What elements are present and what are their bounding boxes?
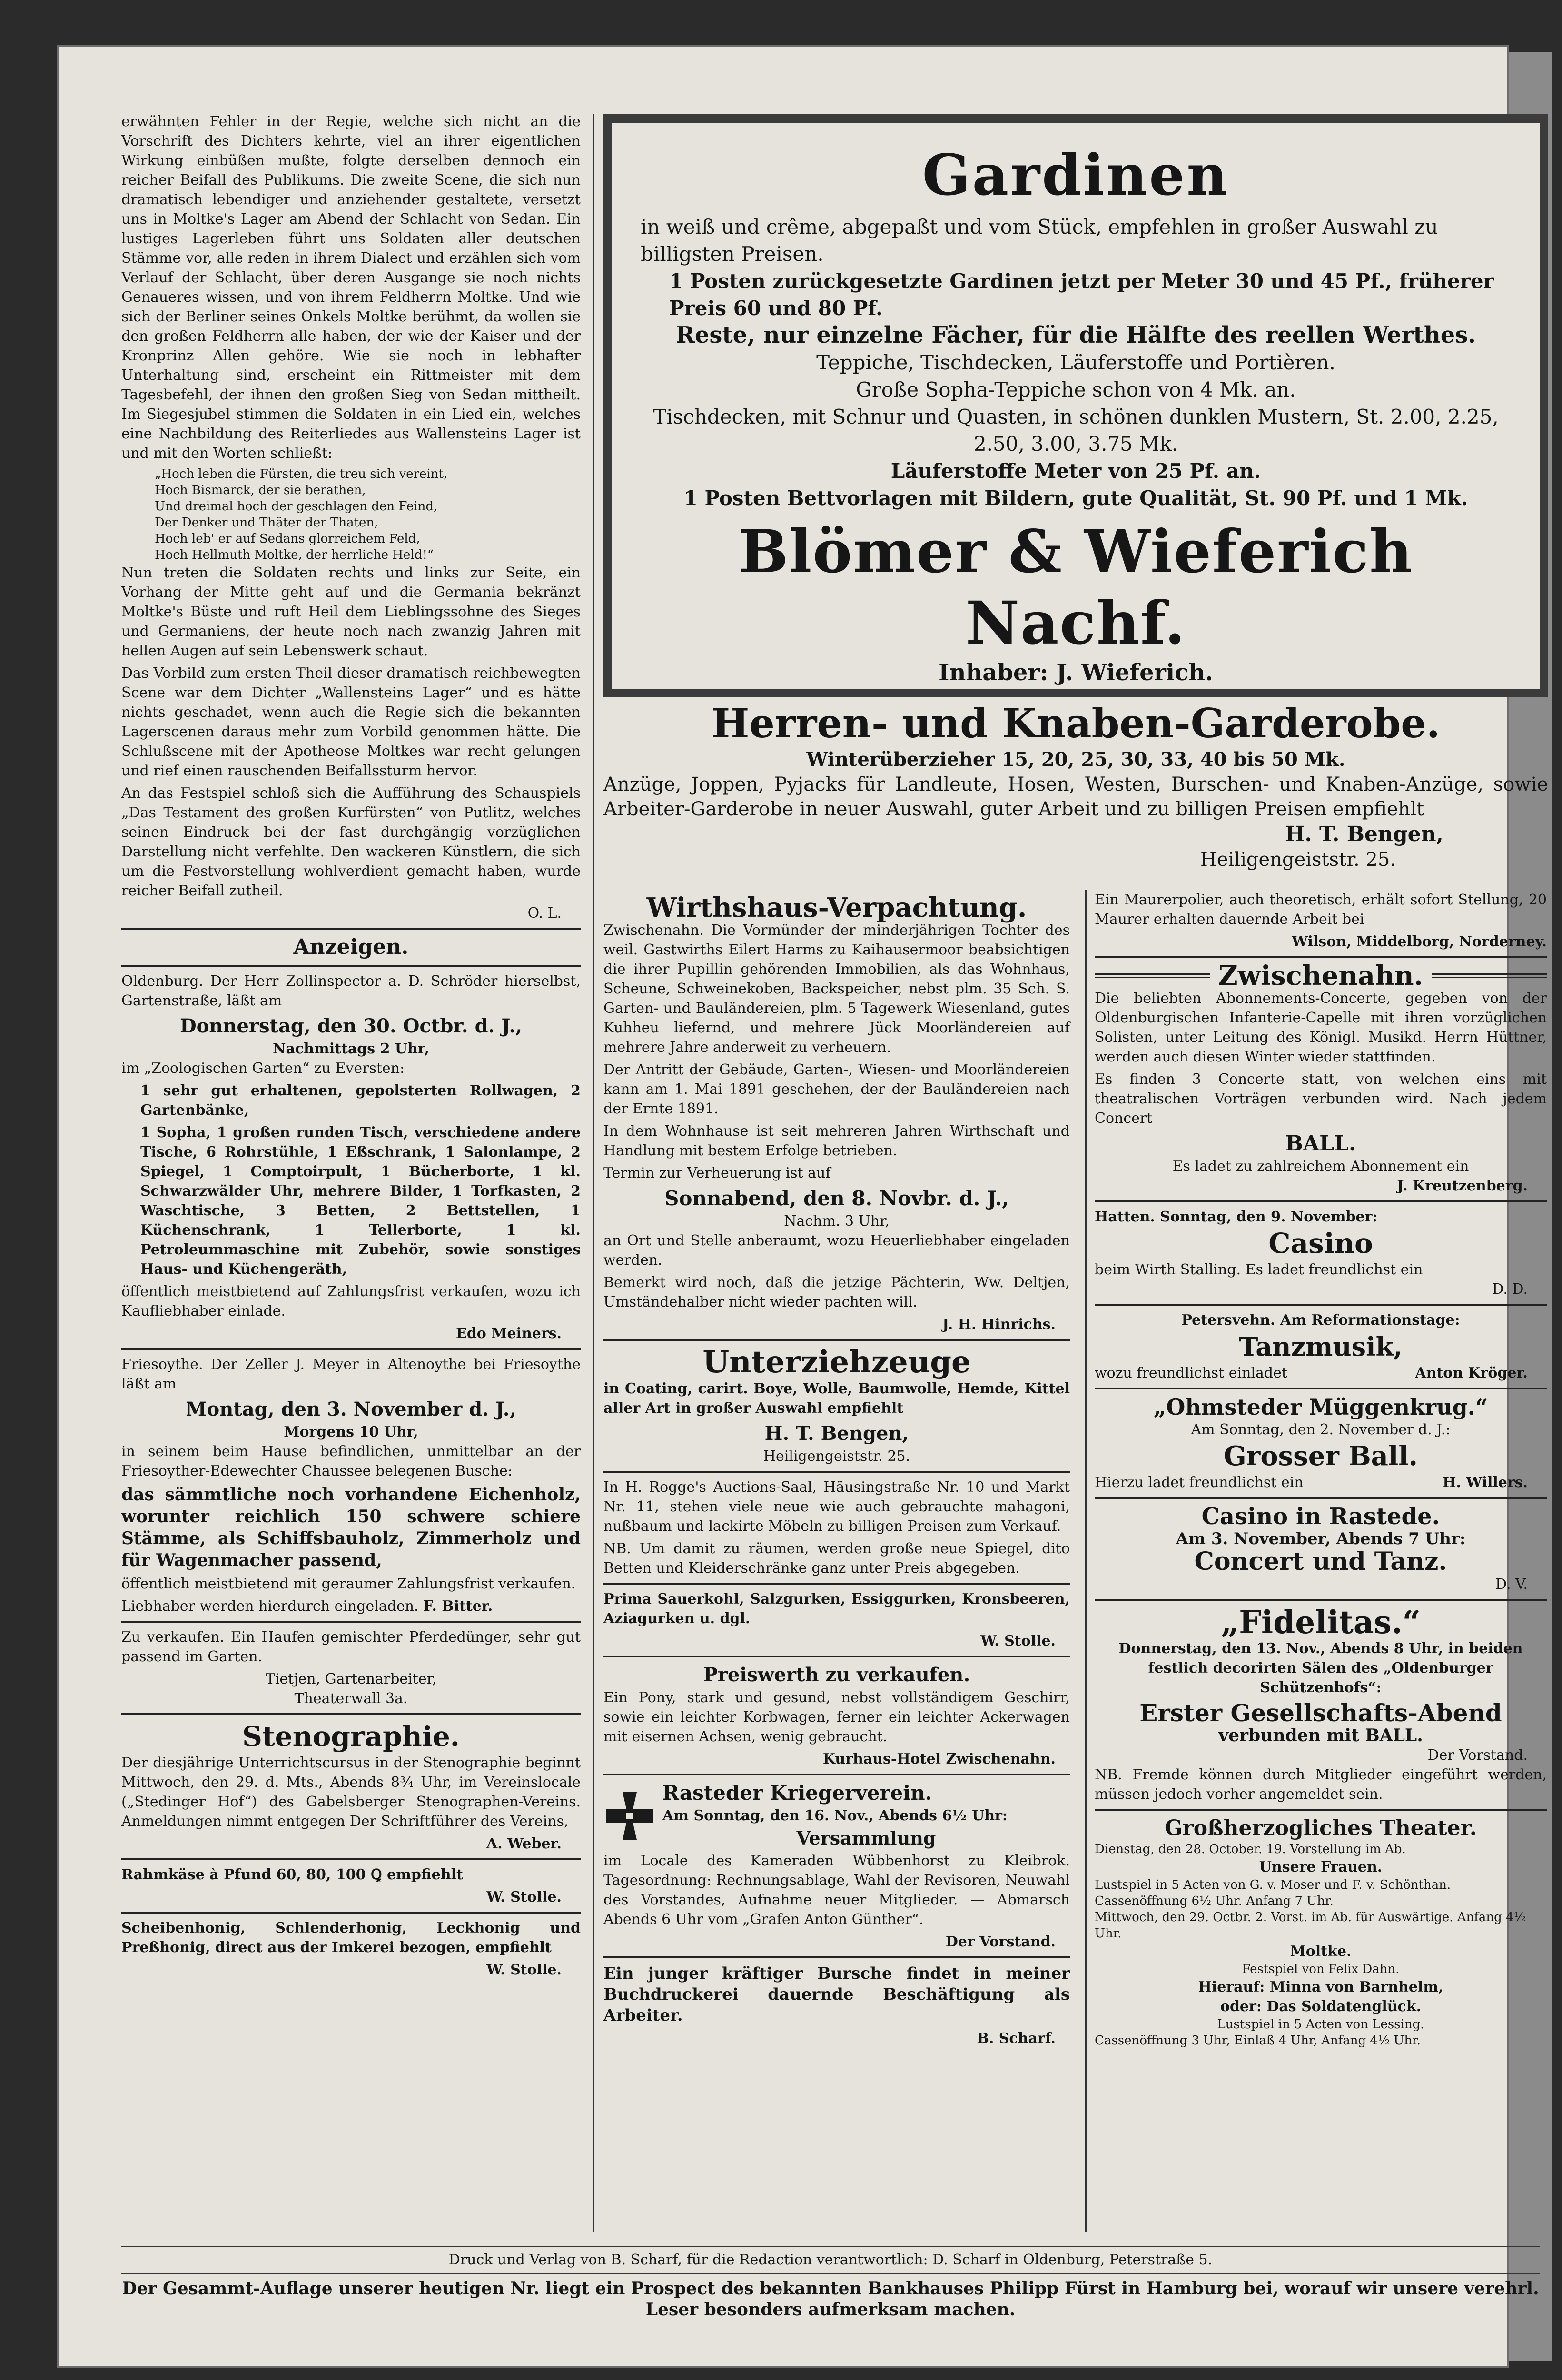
column-right [1095, 890, 1547, 2049]
gardinen-line: Tischdecken, mit Schnur und Quasten, in schönen dunklen Mustern, St. 2.00, 2.25, 2.50, 3.00, 3.75 Mk. [653, 405, 1499, 456]
krieger-subline: Am Sonntag, den 16. Nov., Abends 6½ Uhr: [662, 1807, 1008, 1824]
gardinen-line: Läuferstoffe Meter von 25 Pf. an. [890, 459, 1261, 483]
iron-cross-icon [603, 1790, 656, 1842]
poem-line: Hoch Hellmuth Moltke, der herrliche Held!“ [155, 548, 434, 562]
gardinen-line: Große Sopha-Teppiche schon von 4 Mk. an. [856, 378, 1296, 401]
steno-heading: Stenographie. [242, 1720, 460, 1753]
sauer-text: Prima Sauerkohl, Salzgurken, Essiggurken, Kronsbeeren, Aziagurken u. dgl. [603, 1591, 1070, 1627]
krieger-signature: Der Vorstand. [945, 1934, 1056, 1950]
ad-signature: Tietjen, Gartenarbeiter, [265, 1671, 437, 1687]
ad-text: Liebhaber werden hierdurch eingeladen. [121, 1598, 419, 1615]
fid-note: NB. Fremde können durch Mitglieder eingeführt werden, müssen jedoch vorher angemeldet sein. [1095, 1766, 1547, 1803]
krieger-text: im Locale des Kameraden Wübbenhorst zu Kleibrok. Tagesordnung: Rechnungsablage, Wahl der Revisoren, Neuwahl des Vorstandes, Aufnahme neuer Mitglieder. — Abmarsch Abends 6 Uhr vom „Grafen Anton Günther“. [603, 1853, 1070, 1928]
fid-heading: „Fidelitas.“ [1221, 1604, 1421, 1641]
ohm-heading: „Ohmsteder Müggenkrug.“ [1153, 1394, 1488, 1420]
gardinen-owner: Inhaber: J. Wieferich. [939, 659, 1213, 686]
ad-text: öffentlich meistbietend mit geraumer Zahlungsfrist verkaufen. [121, 1576, 576, 1592]
wirths-text: an Ort und Stelle anberaumt, wozu Heuerliebhaber eingeladen werden. [603, 1232, 1070, 1269]
ohm-text: Hierzu ladet freundlichst ein [1095, 1474, 1304, 1491]
footer [121, 2242, 1540, 2320]
wirths-text: Der Antritt der Gebäude, Garten-, Wiesen- und Moorländereien kann am 1. Mai 1891 geschehen, der der Bauländereien nach der Ernte 1891. [603, 1061, 1070, 1117]
ad-items: das sämmtliche noch vorhandene Eichenholz, worunter reichlich 150 schwere schiere Stämme, als Schiffsbauholz, Zimmerholz und für Wagenmacher passend, [121, 1485, 581, 1570]
supplement-notice: Der Gesammt-Auflage unserer heutigen Nr. liegt ein Prospect des bekannten Bankhauses Philipp Fürst in Hamburg bei, worauf wir unsere verehrl. Leser besonders aufmerksam machen. [122, 2279, 1539, 2320]
maurer-text: Ein Maurerpolier, auch theoretisch, erhält sofort Stellung, 20 Maurer erhalten dauernde Arbeit bei [1095, 892, 1547, 928]
ohm-row [1095, 1473, 1547, 1492]
krieger-heading: Rasteder Kriegerverein. [662, 1781, 932, 1805]
bursche-signature: B. Scharf. [977, 2030, 1056, 2047]
ad-text: Friesoythe. Der Zeller J. Meyer in Altenoythe bei Friesoythe läßt am [121, 1356, 581, 1392]
theater-heading: Großherzogliches Theater. [1164, 1816, 1477, 1840]
ad-date: Montag, den 3. November d. J., [186, 1398, 516, 1420]
column-rule-right [1085, 890, 1087, 2232]
gardinen-line: 1 Posten zurückgesetzte Gardinen jetzt per Meter 30 und 45 Pf., früherer Preis 60 und 80 Pf. [669, 269, 1494, 320]
ad-text: in seinem beim Hause befindlichen, unmittelbar an der Friesoyther-Edewechter Chaussee belegenen Busche: [121, 1443, 581, 1479]
ad-address: Theaterwall 3a. [294, 1690, 408, 1707]
imprint: Druck und Verlag von B. Scharf, für die Redaction verantwortlich: D. Scharf in Oldenburg, Peterstraße 5. [448, 2251, 1213, 2268]
zw-header [1095, 960, 1547, 992]
poem-line: Und dreimal hoch der geschlagen den Feind, [155, 499, 438, 514]
rast-heading: Casino in Rastede. [1201, 1503, 1440, 1530]
tanz-heading: Tanzmusik, [1239, 1331, 1403, 1362]
fid-event: Erster Gesellschafts-Abend [1139, 1699, 1502, 1727]
ad-text: Oldenburg. Der Herr Zollinspector a. D. Schröder hierselbst, Gartenstraße, läßt am [121, 973, 581, 1009]
ad-time: Morgens 10 Uhr, [284, 1424, 418, 1440]
preis-signature: Kurhaus-Hotel Zwischenahn. [822, 1751, 1056, 1767]
wirths-text: Zwischenahn. Die Vormünder der minderjährigen Tochter des weil. Gastwirths Eilert Harms zu Kaihausermoor beabsichtigen die ihrer Pupillin gehörenden Immobilien, als das Wohnhaus, Scheune, Schweinekoben, Backspeicher, nebst plm. 35 Sch. S. Garten- und Bauländereien, plm. 5 Tagewerk Wiesenland, gutes Kuhheu liefernd, und mehrere Jück Moorländereien auf mehrere Jahre anderweit zu verheuern. [603, 922, 1070, 1056]
ornament-left [1095, 973, 1210, 978]
gardinen-line: Reste, nur einzelne Fächer, für die Hälfte des reellen Werthes. [675, 322, 1476, 348]
krieger-header [603, 1780, 1070, 1851]
ad-text-sign-row [121, 1597, 581, 1616]
maurer-signature: Wilson, Middelborg, Norderney. [1292, 933, 1547, 950]
gardinen-title: Gardinen [922, 142, 1230, 208]
ad-text: Rahmkäse à Pfund 60, 80, 100 Ꝗ empfiehlt [121, 1866, 463, 1883]
poem [121, 466, 581, 563]
story-signature: O. L. [527, 905, 562, 922]
anzeigen-heading: Anzeigen. [293, 935, 409, 959]
gardinen-ad [603, 114, 1548, 697]
herren-ad [603, 700, 1548, 872]
column-middle [603, 892, 1070, 2048]
ad-text: Scheibenhonig, Schlenderhonig, Leckhonig und Preßhonig, direct aus der Imkerei bezogen, empfiehlt [121, 1920, 581, 1956]
bursche-text: Ein junger kräftiger Bursche findet in meiner Buchdruckerei dauernde Beschäftigung als Arbeiter. [603, 1964, 1070, 2025]
ad-signature: Edo Meiners. [455, 1325, 562, 1342]
ad-signature: W. Stolle. [486, 1962, 562, 1978]
column-left [121, 112, 581, 1980]
casino-text: beim Wirth Stalling. Es ladet freundlichst ein [1095, 1261, 1423, 1278]
rast-event: Concert und Tanz. [1194, 1547, 1447, 1576]
ornament-right [1432, 973, 1547, 978]
herren-title: Herren- und Knaben-Garderobe. [712, 700, 1440, 747]
zw-heading: Zwischenahn. [1218, 960, 1424, 992]
ohm-date: Am Sonntag, den 2. November d. J.: [1191, 1421, 1451, 1438]
ad-time: Nachmittags 2 Uhr, [273, 1041, 429, 1057]
unter-text: in Coating, carirt. Boye, Wolle, Baumwolle, Hemde, Kittel aller Art in großer Auswahl empfiehlt [603, 1380, 1070, 1417]
wirths-text: Termin zur Verheuerung ist auf [603, 1165, 831, 1181]
gardinen-line: 1 Posten Bettvorlagen mit Bildern, gute Qualität, St. 90 Pf. und 1 Mk. [683, 486, 1468, 510]
theater-line: Cassenöffnung 6½ Uhr. Anfang 7 Uhr. [1095, 1894, 1334, 1908]
poem-line: Der Denker und Thäter der Thaten, [155, 516, 378, 530]
herren-address: Heiligengeiststr. 25. [1200, 849, 1396, 871]
wirths-text: Bemerkt wird noch, daß die jetzige Pächterin, Ww. Deltjen, Umständehalber nicht wieder pachten will. [603, 1274, 1070, 1310]
rogge-note: NB. Um damit zu räumen, werden große neue Spiegel, dito Betten und Kleiderschränke ganz unter Preis abgegeben. [603, 1540, 1070, 1577]
casino-signature: D. D. [1492, 1281, 1528, 1298]
theater-line: Lustspiel in 5 Acten von Lessing. [1217, 2017, 1424, 2032]
sauer-signature: W. Stolle. [980, 1633, 1056, 1649]
ad-date: Donnerstag, den 30. Octbr. d. J., [179, 1015, 523, 1037]
casino-heading: Casino [1268, 1227, 1373, 1259]
hatten-line: Hatten. Sonntag, den 9. November: [1095, 1209, 1378, 1225]
theater-line: Cassenöffnung 3 Uhr, Einlaß 4 Uhr, Anfang 4½ Uhr. [1095, 2033, 1421, 2048]
preis-heading: Preiswerth zu verkaufen. [703, 1664, 970, 1686]
tanz-row [1095, 1363, 1547, 1383]
story-paragraph: Nun treten die Soldaten rechts und links zur Seite, ein Vorhang der Mitte geht auf und die Germania bekränzt Moltke's Büste und ruft Heil dem Lieblingssohne des Sieges und Germaniens, der heute noch nach zwanzig Jahren mit hellen Augen auf sein Lebenswerk schaut. [121, 565, 581, 659]
gardinen-line: in weiß und crême, abgepaßt und vom Stück, empfehlen in großer Auswahl zu billigsten Preisen. [641, 215, 1438, 266]
unter-signature: H. T. Bengen, [764, 1422, 909, 1445]
theater-line: oder: Das Soldatenglück. [1220, 1998, 1422, 2015]
theater-line: Lustspiel in 5 Acten von G. v. Moser und F. v. Schönthan. [1095, 1878, 1451, 1892]
theater-line: Unsere Frauen. [1259, 1859, 1383, 1875]
wirths-time: Nachm. 3 Uhr, [784, 1213, 890, 1230]
ohm-signature: H. Willers. [1443, 1474, 1528, 1491]
ad-text: Zu verkaufen. Ein Haufen gemischter Pferdedünger, sehr gut passend im Garten. [121, 1629, 581, 1665]
gardinen-firm: Blömer & Wieferich Nachf. [738, 517, 1414, 658]
ad-signature: W. Stolle. [486, 1889, 562, 1905]
preis-text: Ein Pony, stark und gesund, nebst vollständigem Geschirr, sowie ein leichter Korbwagen, ferner ein leichter Ackerwagen mit eisernen Achsen, wenig gebraucht. [603, 1689, 1070, 1745]
steno-signature: A. Weber. [486, 1835, 562, 1852]
theater-line: Festspiel von Felix Dahn. [1242, 1962, 1400, 1976]
rast-signature: D. V. [1495, 1576, 1528, 1593]
story-paragraph: erwähnten Fehler in der Regie, welche sich nicht an die Vorschrift des Dichters kehrte, viel an ihrer eigentlichen Wirkung einbüßen mußte, folgte derselben dennoch ein reicher Beifall des Publikums. Die zweite Scene, die sich nun dramatisch lebendiger und anziehender gestaltete, versetzt uns in Moltke's Lager am Abend der Schlacht von Sedan. Ein lustiges Lagerleben führt uns Soldaten aller deutschen Stämme vor, alle reden in ihrem Dialect und erzählen sich vom Verlauf der Schlacht, über deren Ausgange sie noch nichts Genaueres wissen, und von ihrem Feldherrn Moltke. Und wie sich der Berliner seines Onkels Moltke berühmt, da wollen sie den großen Feldherrn alle haben, der wie der Kaiser und der Kronprinz Allen gehöre. Wie sie noch in lebhafter Unterhaltung sind, erscheint ein Rittmeister mit dem Tagesbefehl, der ihnen den großen Sieg von Sedan mittheilt. Im Siegesjubel stimmen die Soldaten in ein Lied ein, welches eine Nachbildung des Reiterliedes aus Wallensteins Lager ist und mit den Worten schließt: [121, 113, 581, 462]
ohm-ball: Grosser Ball. [1223, 1440, 1418, 1472]
zw-text: Die beliebten Abonnements-Concerte, gegeben von der Oldenburgischen Infanterie-Capelle mit ihren vorzüglichen Solisten, unter Leitung des Königl. Musikd. Herrn Hüttner, werden auch diesen Winter wieder stattfinden. [1095, 990, 1547, 1065]
gardinen-line: Teppiche, Tischdecken, Läuferstoffe und Portièren. [816, 351, 1335, 374]
theater-line: Dienstag, den 28. October. 19. Vorstellung im Ab. [1095, 1842, 1406, 1856]
fid-signature: Der Vorstand. [1427, 1747, 1528, 1764]
column-rule-left [593, 114, 594, 2232]
wirths-heading: Wirthshaus-Verpachtung. [646, 892, 1027, 923]
wirths-text: In dem Wohnhause ist seit mehreren Jahren Wirthschaft und Handlung mit bestem Erfolge betrieben. [603, 1123, 1070, 1159]
wirths-signature: J. H. Hinrichs. [942, 1316, 1056, 1333]
theater-line: Moltke. [1290, 1943, 1352, 1960]
ad-items: 1 Sopha, 1 großen runden Tisch, verschiedene andere Tische, 6 Rohrstühle, 1 Eßschrank, 1 Salonlampe, 2 Spiegel, 1 Comptoirpult, 1 Bücherborte, 1 kl. Schwarzwälder Uhr, mehrere Bilder, 1 Torfkasten, 2 Waschtische, 3 Betten, 2 Bettstellen, 1 Küchenschrank, 1 Tellerborte, 1 kl. Petroleummaschine mit Zubehör, sowie sonstiges Haus- und Küchengeräth, [140, 1124, 581, 1278]
poem-line: „Hoch leben die Fürsten, die treu sich vereint, [155, 467, 448, 481]
steno-text: Der diesjährige Unterrichtscursus in der Stenographie beginnt Mittwoch, den 29. d. Mts., Abends 8¾ Uhr, im Vereinslocale („Stedinger Hof“) des Gabelsberger Stenographen-Vereins. Anmeldungen nimmt entgegen Der Schriftführer des Vereins, [121, 1755, 581, 1830]
ad-text: öffentlich meistbietend auf Zahlungsfrist verkaufen, wozu ich Kaufliebhaber einlade. [121, 1283, 581, 1319]
theater-line: Mittwoch, den 29. Octbr. 2. Vorst. im Ab. für Auswärtige. Anfang 4½ Uhr. [1095, 1910, 1526, 1941]
ad-signature: F. Bitter. [423, 1598, 493, 1615]
fid-date: Donnerstag, den 13. Nov., Abends 8 Uhr, in beiden festlich decorirten Sälen des „Oldenburger Schützenhofs“: [1118, 1640, 1523, 1696]
herren-line: Anzüge, Joppen, Pyjacks für Landleute, Hosen, Westen, Burschen- und Knaben-Anzüge, sowie Arbeiter-Garderobe in neuer Auswahl, guter Arbeit und zu billigen Preisen empfiehlt [603, 774, 1548, 820]
ad-items: 1 sehr gut erhaltenen, gepolsterten Rollwagen, 2 Gartenbänke, [140, 1082, 581, 1119]
herren-line: Winterüberzieher 15, 20, 25, 30, 33, 40 bis 50 Mk. [806, 748, 1345, 771]
rogge-text: In H. Rogge's Auctions-Saal, Häusingstraße Nr. 10 und Markt Nr. 11, stehen viele neue wie auch gebrauchte mahagoni, nußbaum und lackirte Möbeln zu billigen Preisen zum Verkauf. [603, 1479, 1070, 1535]
zw-invite: Es ladet zu zahlreichem Abonnement ein [1172, 1158, 1469, 1175]
herren-signature: H. T. Bengen, [1285, 822, 1443, 846]
zw-text: Es finden 3 Concerte statt, von welchen eins mit theatralischen Vorträgen verbunden wird. Nach jedem Concert [1095, 1071, 1547, 1127]
ad-text: im „Zoologischen Garten“ zu Eversten: [121, 1060, 405, 1077]
wirths-date: Sonnabend, den 8. Novbr. d. J., [664, 1187, 1009, 1210]
zw-signature: J. Kreutzenberg. [1397, 1178, 1528, 1194]
fid-with: verbunden mit BALL. [1218, 1726, 1423, 1745]
unter-address: Heiligengeiststr. 25. [763, 1448, 910, 1465]
story-paragraph: An das Festspiel schloß sich die Aufführung des Schauspiels „Das Testament des großen Kurfürsten“ von Putlitz, welches seinen Eindruck bei der fast durchgängig vorzüglichen Darstellung nicht verfehlte. Den wackeren Künstlern, die sich um die Festvorstellung wohlverdient gemacht haben, wurde reicher Beifall zutheil. [121, 785, 581, 899]
krieger-versammlung: Versammlung [796, 1827, 936, 1849]
story-paragraph: Das Vorbild zum ersten Theil dieser dramatisch reichbewegten Scene war dem Dichter „Wallensteins Lager“ und es hätte nichts geschadet, wenn auch die Regie sich die bekannten Lagerscenen daraus mehr zum Vorbild genommen hätte. Die Schlußscene mit der Apotheose Moltkes war recht gelungen und rief einen rauschenden Beifallssturm hervor. [121, 665, 581, 779]
unter-heading: Unterziehzeuge [702, 1344, 971, 1380]
poem-line: Hoch leb' er auf Sedans glorreichem Feld, [155, 532, 420, 546]
zw-ball: BALL. [1285, 1131, 1356, 1156]
tanz-signature: Anton Kröger. [1415, 1365, 1528, 1381]
peters-line: Petersvehn. Am Reformationstage: [1181, 1312, 1460, 1329]
tanz-text: wozu freundlichst einladet [1095, 1365, 1287, 1381]
poem-line: Hoch Bismarck, der sie berathen, [155, 483, 366, 497]
theater-line: Hierauf: Minna von Barnhelm, [1198, 1979, 1443, 1995]
rast-date: Am 3. November, Abends 7 Uhr: [1176, 1529, 1466, 1548]
